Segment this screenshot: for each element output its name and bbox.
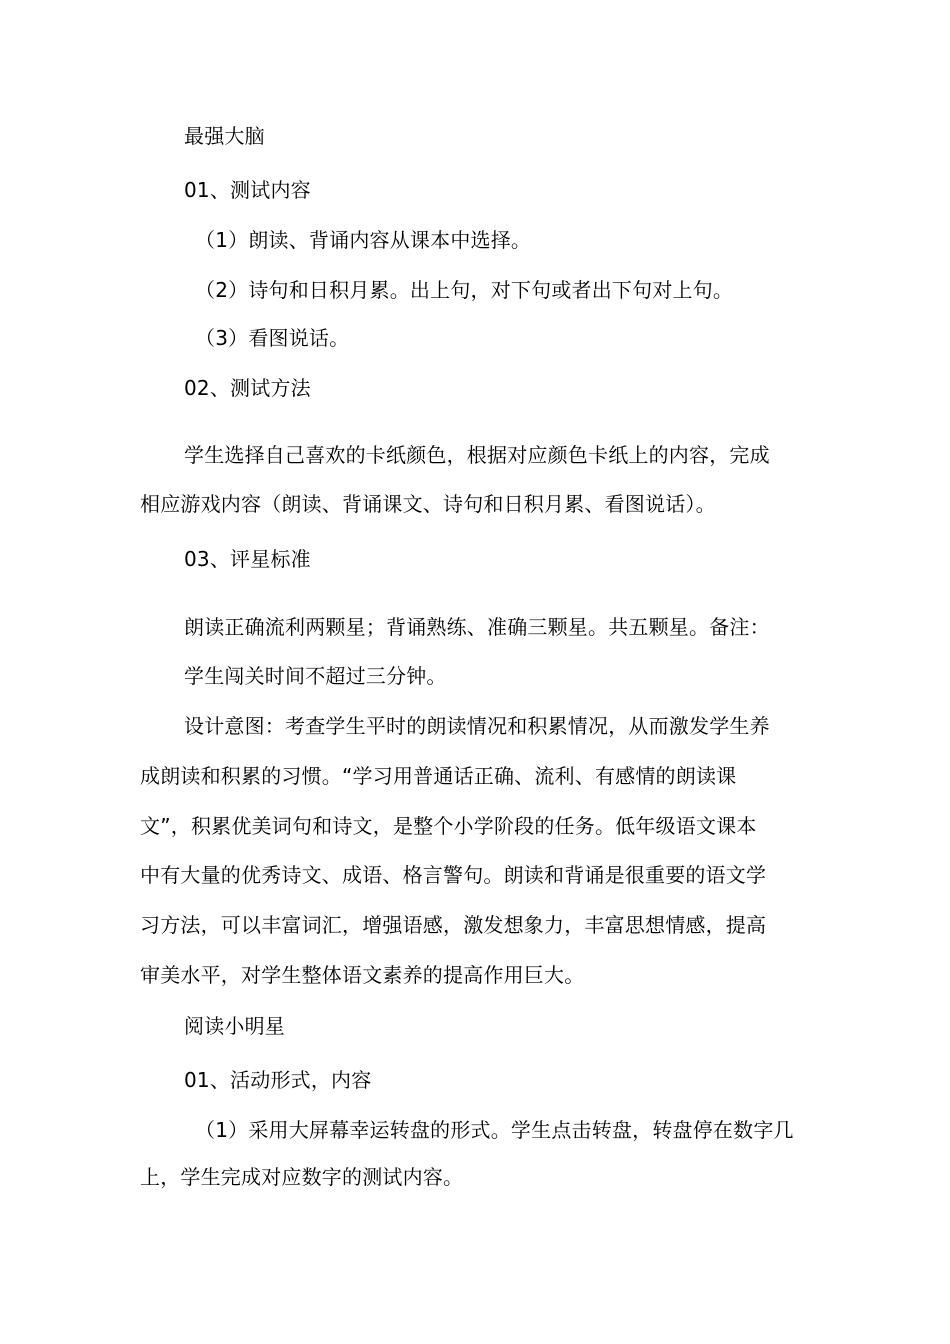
paragraph-line: 设计意图：考查学生平时的朗读情况和积累情况，从而激发学生养 [184, 714, 770, 738]
paragraph-line: 中有大量的优秀诗文、成语、格言警句。朗读和背诵是很重要的语文学 [140, 863, 767, 887]
list-item: （3）看图说话。 [195, 326, 350, 350]
paragraph-line: 成朗读和积累的习惯。“学习用普通话正确、流利、有感情的朗读课 [140, 764, 737, 788]
heading-test-content: 01、测试内容 [184, 178, 311, 202]
list-item: （1）朗读、背诵内容从课本中选择。 [195, 228, 532, 252]
heading-test-method: 02、测试方法 [184, 376, 311, 400]
paragraph-line: 上，学生完成对应数字的测试内容。 [140, 1165, 464, 1189]
section-title: 最强大脑 [184, 124, 265, 148]
paragraph-line: （1）采用大屏幕幸运转盘的形式。学生点击转盘，转盘停在数字几 [195, 1118, 794, 1142]
heading-activity-form: 01、活动形式，内容 [184, 1068, 372, 1092]
heading-star-criteria: 03、评星标准 [184, 547, 311, 571]
paragraph-line: 朗读正确流利两颗星；背诵熟练、准确三颗星。共五颗星。备注： [184, 615, 770, 639]
paragraph-line: 相应游戏内容（朗读、背诵课文、诗句和日积月累、看图说话）。 [140, 492, 716, 516]
paragraph-line: 学生闯关时间不超过三分钟。 [184, 664, 447, 688]
paragraph-line: 审美水平，对学生整体语文素养的提高作用巨大。 [140, 963, 585, 987]
list-item: （2）诗句和日积月累。出上句，对下句或者出下句对上句。 [195, 278, 734, 302]
paragraph-line: 学生选择自己喜欢的卡纸颜色，根据对应颜色卡纸上的内容，完成 [184, 443, 770, 467]
paragraph-line: 文”，积累优美词句和诗文，是整个小学阶段的任务。低年级语文课本 [140, 814, 757, 838]
section-title: 阅读小明星 [184, 1014, 285, 1038]
paragraph-line: 习方法，可以丰富词汇，增强语感，激发想象力，丰富思想情感，提高 [140, 913, 767, 937]
